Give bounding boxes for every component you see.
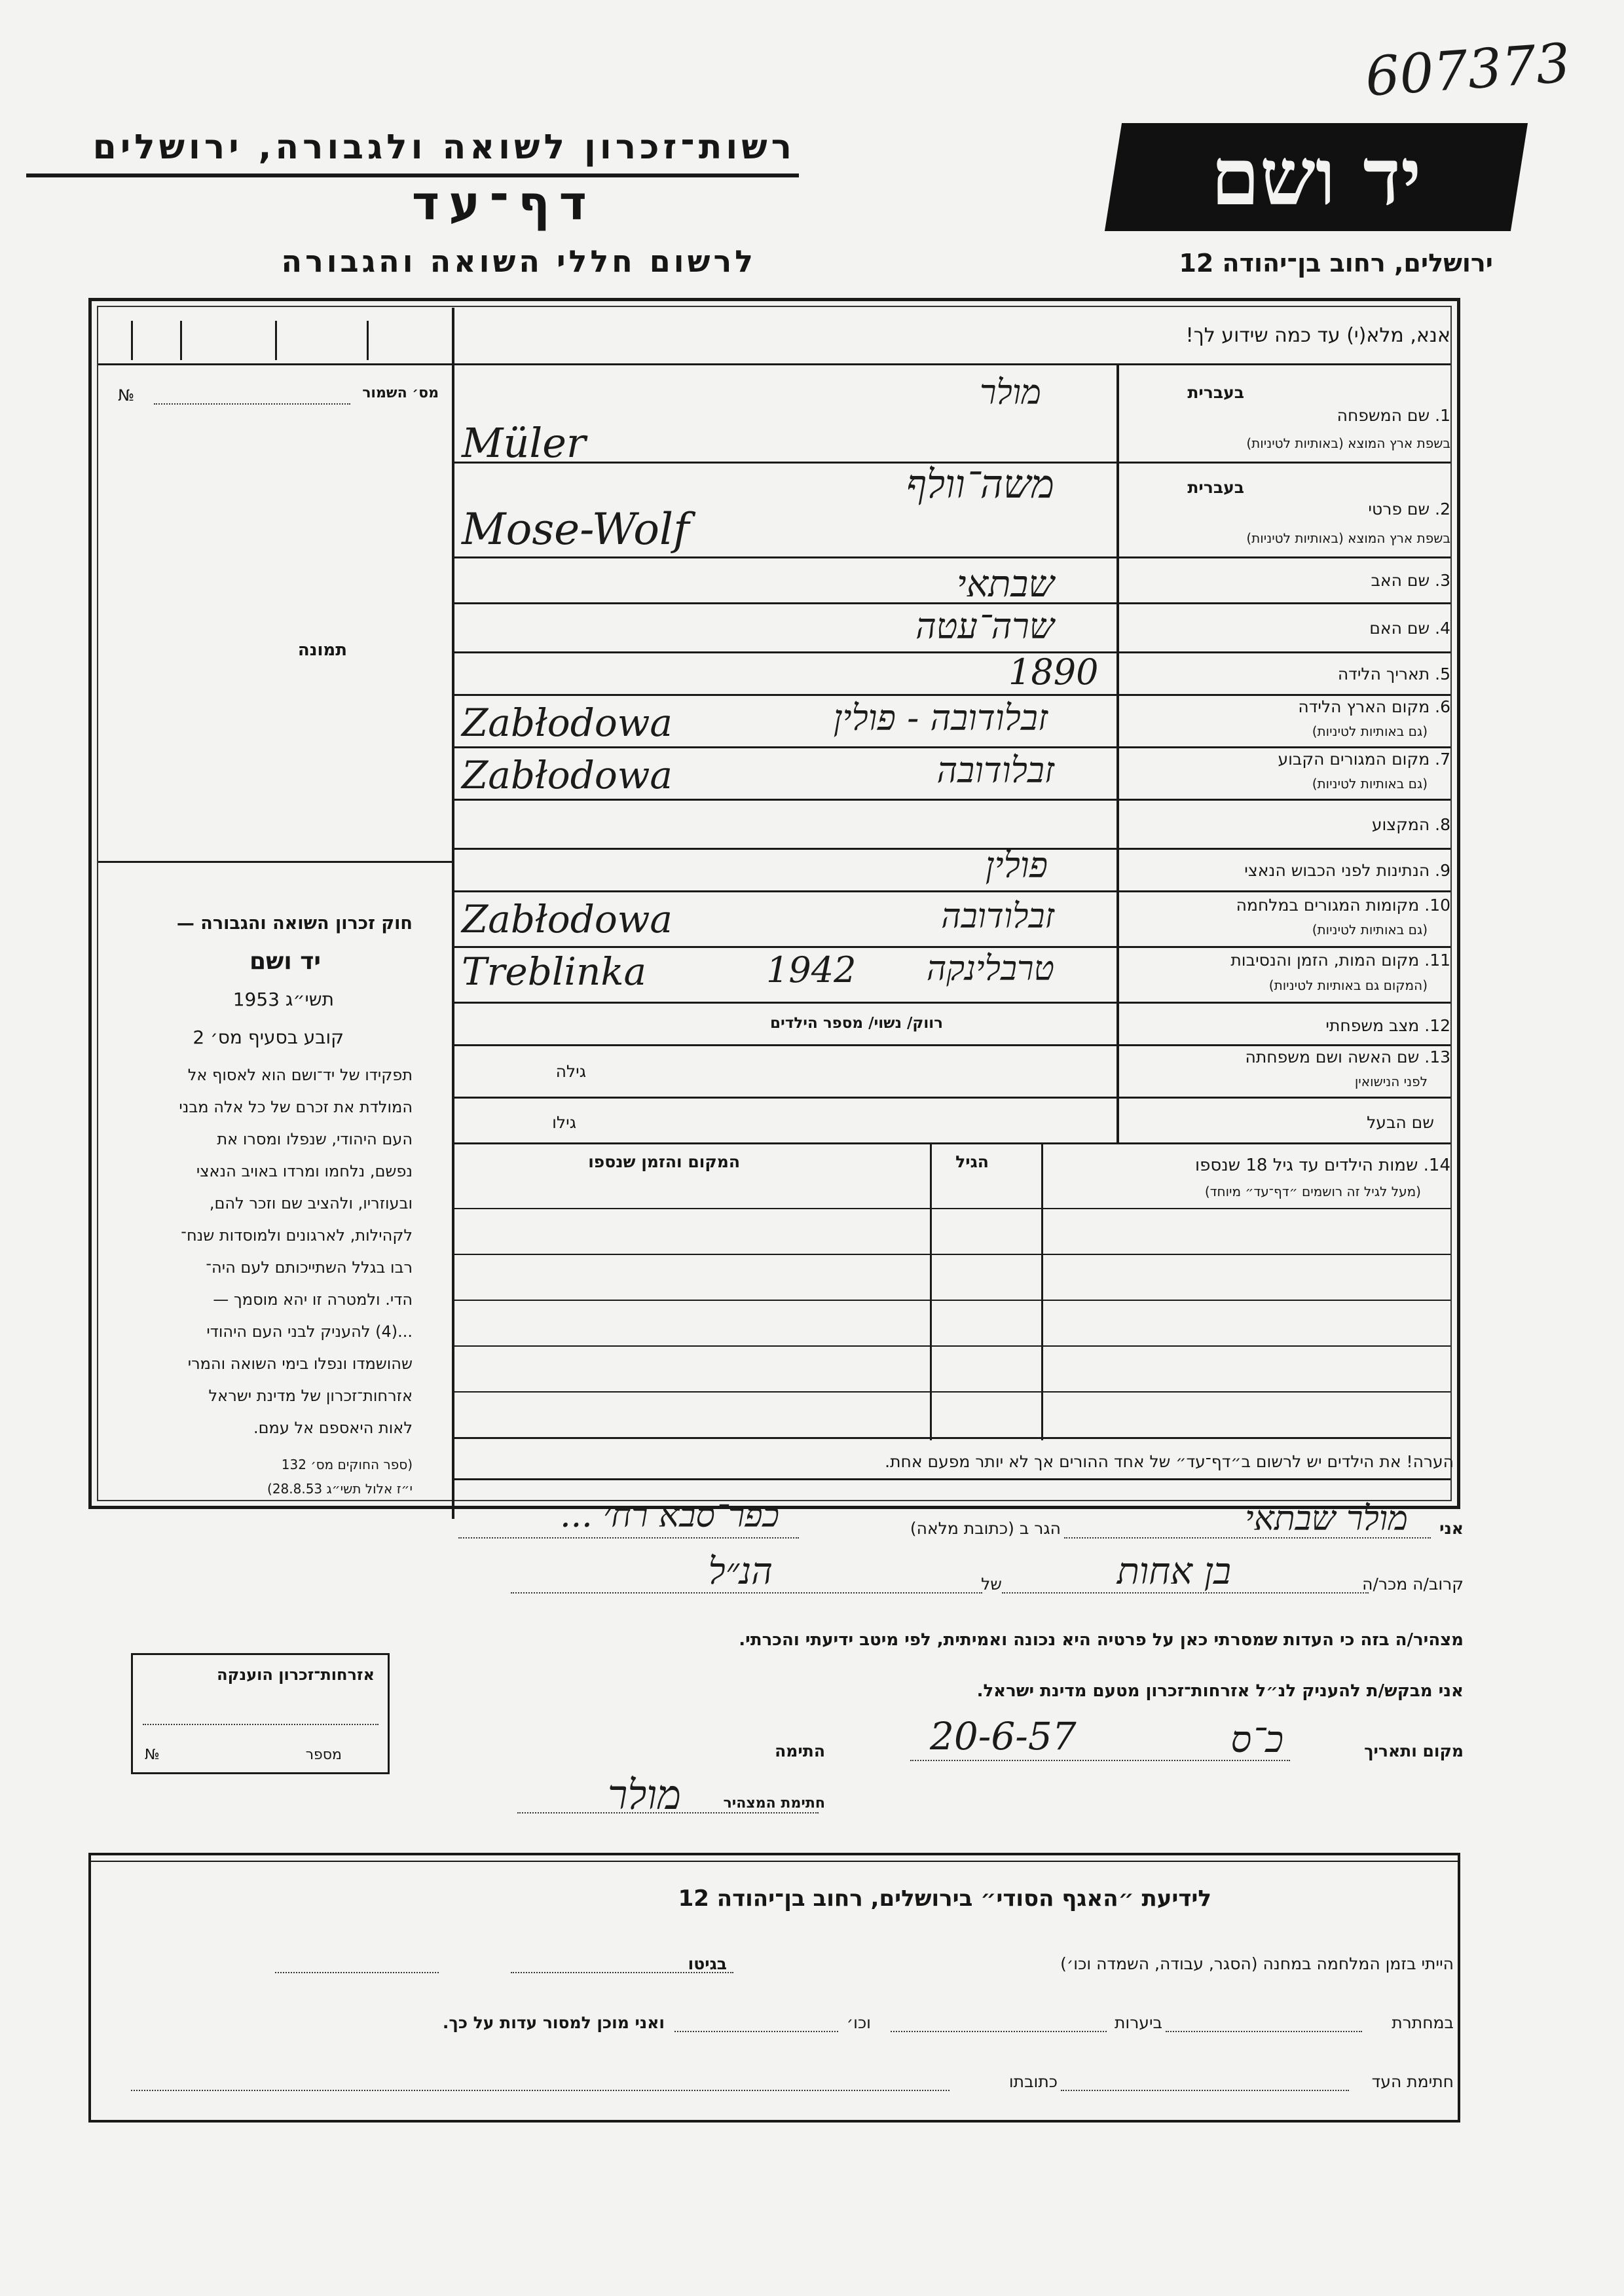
field-3-label bbox=[1371, 571, 1450, 590]
footer-forests: ביערות bbox=[1114, 2013, 1162, 2032]
i-label: אני bbox=[1439, 1519, 1464, 1538]
death-place-sub-label: (המקום גם באותיות לטיניות) bbox=[1268, 977, 1428, 993]
law-line: ובעוזריו, ולהציב שם וזכר להם, bbox=[209, 1194, 413, 1212]
signature-label: חתימת המצהיר bbox=[723, 1795, 825, 1812]
citizenship-number-label: מספר bbox=[305, 1747, 342, 1763]
children-col-age: הגיל bbox=[955, 1152, 989, 1171]
field-label: מקום המגורים הקבוע bbox=[1278, 750, 1430, 769]
field-label: תאריך הלידה bbox=[1337, 665, 1430, 683]
date-value: 20-6-57 bbox=[930, 1714, 1077, 1758]
relative-label: קרוב/ה מכר/ה bbox=[1362, 1575, 1464, 1594]
of-label: של bbox=[981, 1575, 1002, 1594]
law-line: שהושמדו ונפלו בימי השואה והמרי bbox=[187, 1355, 413, 1373]
death-place-hebrew: טרבלינקה bbox=[926, 949, 1054, 989]
request-text: אני מבקש/ת להעניק לנ״ל אזרחות־זכרון מטעם מדינת ישראל. bbox=[976, 1681, 1464, 1701]
yad-vashem-logo bbox=[1105, 123, 1528, 231]
footer-title: לידיעת ״האגף הסודי״ בירושלים, רחוב בן־יהודה 12 bbox=[678, 1886, 1211, 1912]
law-clause: קובע בסעיף מס׳ 2 bbox=[193, 1027, 344, 1048]
surname-latin: Müler bbox=[462, 419, 586, 467]
wartime-residence-latin: Zabłodowa bbox=[462, 897, 673, 941]
footer-ghetto: בגיטו bbox=[688, 1954, 727, 1973]
field-num: 10. bbox=[1424, 896, 1450, 915]
place-date-label: מקום ותאריך bbox=[1364, 1741, 1464, 1760]
field-num: 1. bbox=[1435, 406, 1450, 425]
field-label: שם האם bbox=[1369, 619, 1430, 638]
relation: בן אחות bbox=[1116, 1550, 1231, 1593]
field-4-label bbox=[1369, 619, 1450, 638]
footer-underground: במחתרת bbox=[1392, 2013, 1454, 2032]
footer-etc: וכו׳ bbox=[846, 2013, 871, 2032]
husband-name-label: שם הבעל bbox=[1367, 1113, 1434, 1132]
first-name-latin: Mose-Wolf bbox=[462, 504, 690, 555]
field-num: 3. bbox=[1435, 571, 1450, 590]
field-label: שם האב bbox=[1371, 571, 1430, 590]
in-hebrew-label: בעברית bbox=[1187, 383, 1244, 402]
residing-label: הגר ב (כתובת מלאה) bbox=[910, 1519, 1061, 1538]
husband-age-label: גילו bbox=[552, 1113, 576, 1132]
footer-camp: הייתי בזמן המלחמה במחנה (הסגר, עבודה, השמדה וכו׳) bbox=[1060, 1954, 1454, 1973]
residence-latin: Zabłodowa bbox=[462, 753, 673, 797]
field-label: מקום הארץ הלידה bbox=[1298, 697, 1430, 716]
death-place-latin: Treblinka bbox=[462, 949, 647, 994]
field-6-label bbox=[1298, 697, 1450, 716]
field-label: מצב משפחתי bbox=[1325, 1016, 1420, 1035]
field-num: 2. bbox=[1435, 500, 1450, 519]
field-8-label bbox=[1372, 815, 1450, 834]
law-line: רבו בגלל השתייכותם לעם היה־ bbox=[206, 1258, 413, 1277]
law-title: חוק זכרון השואה והגבורה — bbox=[176, 913, 413, 934]
field-num: 7. bbox=[1435, 750, 1450, 769]
death-year: 1942 bbox=[766, 949, 857, 991]
first-name-hebrew: משה־וולף bbox=[906, 462, 1054, 507]
children-title: 14. שמות הילדים עד גיל 18 שנספו bbox=[1195, 1156, 1450, 1175]
citizenship-box bbox=[131, 1653, 390, 1774]
field-2-label bbox=[1368, 500, 1450, 519]
law-line: לאות היאספם אל עמם. bbox=[253, 1419, 413, 1437]
nationality: פולין bbox=[985, 845, 1048, 886]
law-line: לקהילות, לארגונים ולמוסדות שנח־ bbox=[181, 1226, 413, 1245]
law-ref: י״ז אלול תשי״ג 28.8.53) bbox=[267, 1481, 413, 1497]
children-col-place: המקום והזמן שנספו bbox=[588, 1152, 740, 1171]
of-value: הנ״ל bbox=[708, 1550, 773, 1593]
citizenship-title: אזרחות־זכרון הוענקה bbox=[217, 1666, 375, 1684]
no-label: № bbox=[145, 1747, 160, 1763]
field-label: מקום המות, הזמן והנסיבות bbox=[1230, 951, 1420, 970]
law-line: נפשם, נלחמו ומרדו באויב הנאצי bbox=[196, 1162, 413, 1180]
field-label: מקומות המגורים במלחמה bbox=[1236, 896, 1420, 915]
law-line: הדי. ולמטרה זו יהא מוסמך — bbox=[213, 1290, 413, 1309]
law-logo: יד ושם bbox=[249, 948, 321, 975]
signature-value: מולר bbox=[607, 1771, 681, 1819]
field-12-label bbox=[1325, 1016, 1450, 1035]
field-num: 12. bbox=[1424, 1016, 1450, 1035]
field-label: שם פרטי bbox=[1368, 500, 1430, 519]
wartime-residence-hebrew: זבלודובה bbox=[941, 897, 1054, 936]
field-7-label bbox=[1278, 750, 1450, 769]
residence-hebrew: זבלודובה bbox=[936, 750, 1054, 791]
photo-box bbox=[98, 363, 452, 861]
authority-title: רשות־זכרון לשואה ולגבורה, ירושלים bbox=[92, 128, 796, 167]
address: ירושלים, רחוב בן־יהודה 12 bbox=[1179, 249, 1493, 278]
native-latin-label: בשפת ארץ המוצא (באותיות לטיניות) bbox=[1246, 435, 1450, 451]
before-marriage-label: לפני הנישואין bbox=[1354, 1074, 1428, 1089]
no-label: № bbox=[118, 386, 134, 405]
field-9-label bbox=[1244, 861, 1450, 880]
declaration-text: מצהיר/ה בזה כי העדות שמסרתי כאן על פרטיה היא נכונה ואמיתית, לפי מיטב ידיעתי והכרתי. bbox=[739, 1630, 1464, 1650]
in-hebrew-label: בעברית bbox=[1187, 478, 1244, 497]
file-number-label: מס׳ השמור bbox=[362, 385, 439, 401]
also-latin-label: (גם באותיות לטיניות) bbox=[1312, 776, 1428, 792]
field-label: שם המשפחה bbox=[1337, 406, 1430, 425]
wife-age-label: גילה bbox=[555, 1062, 586, 1081]
law-line: תפקידו של יד־ושם הוא לאסוף אל bbox=[187, 1066, 413, 1084]
date-label: התימה bbox=[775, 1741, 825, 1760]
field-1-label bbox=[1337, 406, 1450, 425]
field-num: 13. bbox=[1424, 1048, 1450, 1066]
law-line: אזרחות־זכרון של מדינת ישראל bbox=[208, 1387, 413, 1405]
law-ref: (ספר החוקים מס׳ 132 bbox=[281, 1457, 413, 1472]
place-value: כ־ס bbox=[1230, 1719, 1283, 1761]
also-latin-label: (גם באותיות לטיניות) bbox=[1312, 922, 1428, 938]
field-num: 4. bbox=[1435, 619, 1450, 638]
mother-name: שרה־עטה bbox=[915, 606, 1054, 647]
footer-ready: ואני מוכן למסור עדות על כך. bbox=[442, 2013, 665, 2032]
law-line: המולדת את זכרם של כל אלה מבני bbox=[179, 1098, 413, 1116]
law-year: תשי״ג 1953 bbox=[232, 989, 334, 1010]
note: הערה! את הילדים יש לרשום ב״דף־עד״ של אחד ההורים אך לא יותר מפעם אחת. bbox=[885, 1452, 1454, 1471]
birth-year: 1890 bbox=[1008, 651, 1099, 693]
declarant-address: כפר־סבא רח׳ ... bbox=[560, 1496, 779, 1535]
field-num: 8. bbox=[1435, 815, 1450, 834]
field-num: 11. bbox=[1424, 951, 1450, 970]
birthplace-latin: Zabłodowa bbox=[462, 701, 673, 745]
surname-hebrew: מולר bbox=[980, 373, 1041, 412]
field-11-label bbox=[1230, 951, 1450, 970]
page-number: 607373 bbox=[1363, 32, 1572, 109]
field-label: הנתינות לפני הכבוש הנאצי bbox=[1244, 861, 1430, 880]
field-13-label bbox=[1246, 1048, 1450, 1066]
field-label: שם האשה ושם משפחתה bbox=[1245, 1048, 1420, 1066]
law-line: ...(4) להעניק לבני העם היהודי bbox=[206, 1322, 413, 1341]
footer-witness-signature: חתימת העד bbox=[1371, 2072, 1454, 2091]
also-latin-label: (גם באותיות לטיניות) bbox=[1312, 723, 1428, 739]
field-num: 9. bbox=[1435, 861, 1450, 880]
instructions: אנא, מלא(י) עד כמה שידוע לך! bbox=[1185, 324, 1450, 347]
logo-text: יד ושם bbox=[1211, 131, 1422, 223]
field-5-label bbox=[1338, 665, 1450, 683]
native-latin-label: בשפת ארץ המוצא (באותיות לטיניות) bbox=[1246, 530, 1450, 546]
children-subtitle: (מעל לגיל זה רושמים ״דף־עד״ מיוחד) bbox=[1204, 1184, 1421, 1199]
form-subtitle: לרשום חללי השואה והגבורה bbox=[281, 244, 756, 279]
field-num: 5. bbox=[1435, 665, 1450, 683]
declarant-name: מולר שבתאי bbox=[1245, 1499, 1408, 1539]
field-label: המקצוע bbox=[1371, 815, 1430, 834]
birthplace-hebrew: זבלודובה - פולין bbox=[833, 697, 1048, 738]
form-title: דף־עד bbox=[411, 175, 596, 230]
field-10-label bbox=[1236, 896, 1450, 915]
marital-options: רווק/ נשוי/ מספר הילדים bbox=[770, 1015, 943, 1032]
photo-label: תמונה bbox=[297, 640, 347, 660]
law-line: העם היהודי, שנפלו ומסרו את bbox=[217, 1130, 413, 1148]
father-name: שבתאי bbox=[956, 563, 1054, 606]
footer-address: כתובתו bbox=[1008, 2072, 1058, 2091]
field-num: 6. bbox=[1435, 697, 1450, 716]
